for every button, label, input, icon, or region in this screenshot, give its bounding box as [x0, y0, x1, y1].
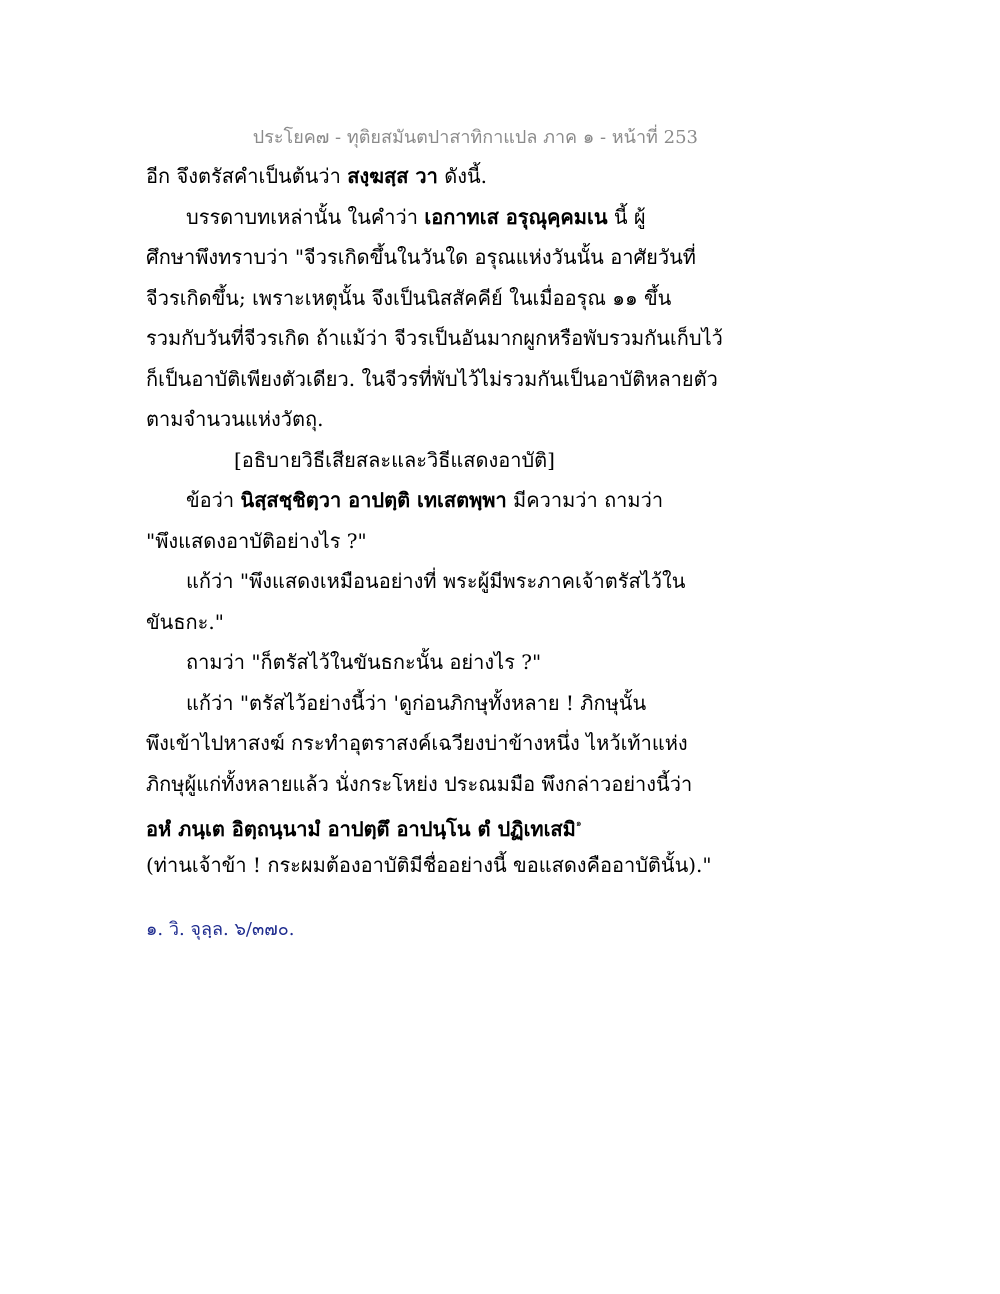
paragraph-line: (ท่านเจ้าข้า ! กระผมต้องอาบัติมีชื่ออย่างนี้ ขอแสดงคืออาบัตินั้น).": [146, 852, 712, 877]
page-body: [146, 156, 726, 885]
paragraph-line: แก้ว่า "ตรัสไว้อย่างนี้ว่า 'ดูก่อนภิกษุทั้งหลาย ! ภิกษุนั้น: [186, 690, 647, 715]
paragraph-line: [146, 197, 726, 238]
text-segment: นี้ ผู้: [607, 204, 646, 229]
paragraph-line: ตามจำนวนแห่งวัตถุ.: [146, 407, 324, 431]
paragraph-line: ถามว่า "ก็ตรัสไว้ในขันธกะนั้น อย่างไร ?": [186, 650, 542, 674]
paragraph-line: "พึงแสดงอาบัติอย่างไร ?": [146, 528, 367, 553]
pali-term: สงฺฆสฺส วา: [347, 164, 438, 188]
footnote: ๑. วิ. จุลฺล. ๖/๓๗๐.: [146, 919, 295, 940]
paragraph-line: แก้ว่า "พึงแสดงเหมือนอย่างที่ พระผู้มีพระภาคเจ้าตรัสไว้ใน: [186, 569, 686, 593]
page-header: ประโยค๗ - ทุติยสมันตปาสาทิกาแปล ภาค ๑ - หน้าที่ 253: [252, 127, 698, 148]
paragraph-line: พึงเข้าไปหาสงฆ์ กระทำอุตราสงค์เฉวียงบ่าข้างหนึ่ง ไหว้เท้าแห่ง: [146, 731, 688, 755]
paragraph-line: รวมกับวันที่จีวรเกิด ถ้าแม้ว่า จีวรเป็นอันมากผูกหรือพับรวมกันเก็บไว้: [146, 326, 723, 350]
paragraph-line: จีวรเกิดขึ้น; เพราะเหตุนั้น จึงเป็นนิสสัคคีย์ ในเมื่ออรุณ ๑๑ ขึ้น: [146, 285, 672, 310]
footnote-marker: ๑: [575, 819, 582, 829]
pali-quote: อหํ ภนฺเต อิตฺถนฺนามํ อาปตฺตึ อาปนฺโน ตํ ปฏิเทเสมิ: [146, 817, 576, 841]
text-segment: บรรดาบทเหล่านั้น ในคำว่า: [186, 204, 425, 229]
paragraph-line: [146, 804, 726, 845]
text-segment: ข้อว่า: [186, 488, 241, 512]
section-heading: [อธิบายวิธีเสียสละและวิธีแสดงอาบัติ]: [234, 447, 555, 472]
paragraph-line: ขันธกะ.": [146, 609, 224, 634]
text-segment: ดังนี้.: [437, 164, 487, 188]
text-segment: อีก จึงตรัสคำเป็นต้นว่า: [146, 164, 348, 188]
pali-term: นิสฺสชฺชิตฺวา อาปตฺติ เทเสตพฺพา: [240, 488, 507, 512]
paragraph-line: [146, 480, 726, 521]
paragraph-line: ศึกษาพึงทราบว่า "จีวรเกิดขึ้นในวันใด อรุณแห่งวันนั้น อาศัยวันที่: [146, 245, 696, 269]
paragraph-line: ก็เป็นอาบัติเพียงตัวเดียว. ในจีวรที่พับไว้ไม่รวมกันเป็นอาบัติหลายตัว: [146, 366, 718, 391]
text-segment: มีความว่า ถามว่า: [506, 488, 664, 512]
paragraph-line: ภิกษุผู้แก่ทั้งหลายแล้ว นั่งกระโหย่ง ประณมมือ พึงกล่าวอย่างนี้ว่า: [146, 771, 693, 796]
pali-term: เอกาทเส อรุณุคฺคมเน: [424, 204, 608, 229]
paragraph-line: [146, 156, 726, 197]
